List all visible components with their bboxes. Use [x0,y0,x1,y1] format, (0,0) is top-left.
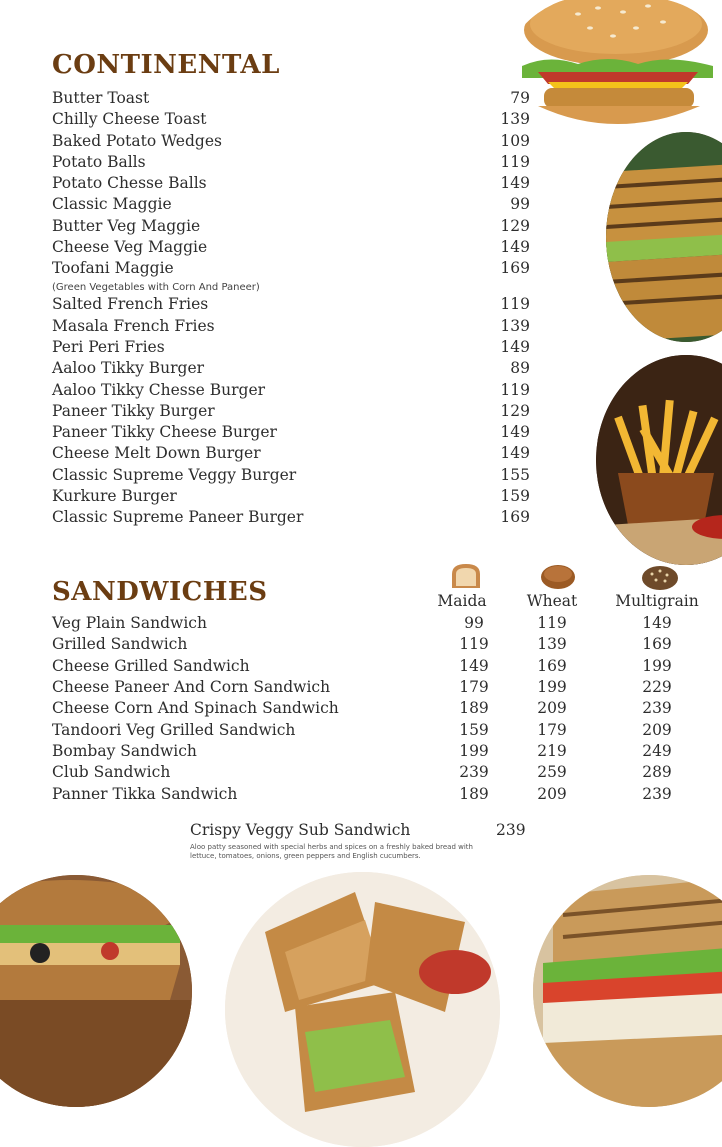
club-sandwich-photo [225,872,500,1147]
item-name: Club Sandwich [52,763,171,782]
item-price: 149 [500,174,530,193]
item-price: 119 [500,152,530,171]
price-wheat: 119 [537,614,567,632]
item-name: Cheese Paneer And Corn Sandwich [52,678,331,697]
list-item [52,294,532,315]
item-price: 169 [500,259,530,278]
price-wheat: 179 [537,720,567,739]
price-multigrain: 169 [642,635,672,654]
list-item [52,337,532,358]
list-item [52,443,532,464]
price-maida: 149 [459,656,489,675]
item-price: 119 [500,295,530,314]
price-wheat: 209 [537,699,567,718]
table-row [52,634,712,655]
list-item [52,401,532,422]
list-item [52,194,532,215]
table-row [52,656,712,677]
price-multigrain: 229 [642,678,672,697]
french-fries-photo [596,355,722,565]
list-item [52,173,532,194]
item-name: Veg Plain Sandwich [52,614,207,632]
item-price: 119 [500,380,530,399]
item-name: Peri Peri Fries [52,337,165,356]
item-price: 149 [500,238,530,257]
maida-bread-icon [449,562,483,590]
price-wheat: 259 [537,763,567,782]
item-name: Salted French Fries [52,295,209,314]
item-name: Cheese Melt Down Burger [52,444,261,463]
item-name: Cheese Corn And Spinach Sandwich [52,699,339,718]
item-price: 139 [500,316,530,335]
item-price: 149 [500,337,530,356]
price-maida: 99 [464,614,484,632]
item-name: Paneer Tikky Cheese Burger [52,423,277,442]
list-item [52,507,532,528]
list-item [52,358,532,379]
price-multigrain: 239 [642,699,672,718]
price-wheat: 209 [537,784,567,803]
list-item [52,131,532,152]
table-row [52,784,712,805]
item-price: 149 [500,423,530,442]
column-header-multigrain: Multigrain [615,592,699,610]
item-name: Classic Supreme Paneer Burger [52,508,304,527]
item-price: 109 [500,131,530,150]
continental-menu-list [52,88,532,529]
wheat-bread-icon [539,562,577,592]
price-wheat: 199 [537,678,567,697]
item-name: Kurkure Burger [52,487,177,506]
table-row [52,762,712,783]
item-name: Chilly Cheese Toast [52,110,207,129]
price-multigrain: 199 [642,656,672,675]
column-header-maida: Maida [437,592,487,610]
price-multigrain: 289 [642,763,672,782]
price-multigrain: 209 [642,720,672,739]
price-multigrain: 149 [642,614,672,632]
list-item [52,258,532,294]
list-item [52,109,532,130]
special-item-price: 239 [496,821,526,839]
grilled-sandwich-photo [606,132,722,342]
item-price: 155 [500,465,530,484]
price-wheat: 169 [537,656,567,675]
sub-sandwich-photo [0,875,192,1107]
list-item [52,152,532,173]
list-item [52,465,532,486]
burger-photo [508,0,722,142]
list-item [52,380,532,401]
item-name: Tandoori Veg Grilled Sandwich [52,720,296,739]
list-item [52,316,532,337]
table-row [52,613,712,634]
list-item [52,486,532,507]
item-name: Potato Balls [52,152,146,171]
list-item [52,216,532,237]
item-name: Paneer Tikky Burger [52,401,215,420]
item-name: Cheese Grilled Sandwich [52,656,250,675]
item-name: Butter Veg Maggie [52,216,201,235]
price-maida: 189 [459,784,489,803]
table-row [52,698,712,719]
item-name: Potato Chesse Balls [52,174,207,193]
item-price: 129 [500,401,530,420]
list-item [52,422,532,443]
price-maida: 119 [459,635,489,654]
price-wheat: 139 [537,635,567,654]
special-item-description: Aloo patty seasoned with special herbs and spices on a freshly baked bread with lettuce, tomatoes, onions, green peppers and English cucumbers. [190,843,473,860]
item-price: 149 [500,444,530,463]
price-maida: 189 [459,699,489,718]
price-maida: 239 [459,763,489,782]
price-maida: 199 [459,742,489,761]
item-name: Cheese Veg Maggie [52,238,208,257]
item-name: Bombay Sandwich [52,742,197,761]
item-name: Butter Toast [52,89,150,107]
item-price: 79 [510,89,530,107]
item-name: Panner Tikka Sandwich [52,784,238,803]
column-header-wheat: Wheat [526,592,578,610]
item-price: 89 [510,359,530,378]
price-wheat: 219 [537,742,567,761]
price-multigrain: 249 [642,742,672,761]
list-item [52,237,532,258]
item-name: Classic Maggie [52,195,172,214]
list-item [52,88,532,109]
item-price: 139 [500,110,530,129]
item-price: 99 [510,195,530,214]
continental-title: CONTINENTAL [52,50,280,80]
price-multigrain: 239 [642,784,672,803]
sandwich-menu-list [52,613,712,805]
table-row [52,677,712,698]
item-name: Baked Potato Wedges [52,131,222,150]
price-maida: 179 [459,678,489,697]
paneer-sandwich-photo [533,875,722,1107]
table-row [52,741,712,762]
special-item-name: Crispy Veggy Sub Sandwich [190,821,411,839]
item-note: (Green Vegetables with Corn And Paneer) [52,282,260,294]
item-name: Grilled Sandwich [52,635,188,654]
item-price: 169 [500,508,530,527]
item-name: Masala French Fries [52,316,215,335]
item-name: Aaloo Tikky Chesse Burger [52,380,266,399]
item-name: Aaloo Tikky Burger [52,359,205,378]
item-name: Classic Supreme Veggy Burger [52,465,297,484]
table-row [52,720,712,741]
sandwiches-title: SANDWICHES [52,577,268,607]
item-price: 129 [500,216,530,235]
item-price: 159 [500,487,530,506]
multigrain-bread-icon [640,562,680,592]
item-name: Toofani Maggie [52,259,174,278]
price-maida: 159 [459,720,489,739]
